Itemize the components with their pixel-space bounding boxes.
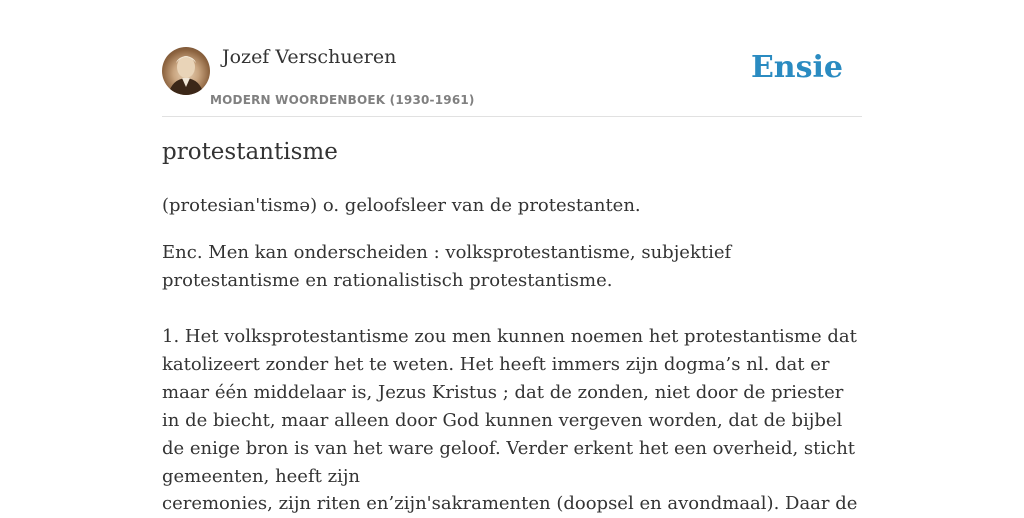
portrait-icon [162,47,210,95]
point-1-paragraph: 1. Het volksprotestantisme zou men kunnen noemen het protestantisme dat katolizeert zonder het te weten. Het heeft immers zijn dogma’s nl. dat er maar één middelaar is, Jezus Kristus ; dat de zonden, niet door de priester in de biecht, maar alleen door God kunnen vergeven worden, dat de bijbel de enige bron is van het ware geloof. Verder erkent het een overheid, sticht gemeenten, heeft zijn [162,326,857,487]
author-avatar[interactable] [162,47,210,95]
ensie-logo[interactable]: Ensie [750,50,843,85]
entry-header [162,0,862,117]
source-dictionary[interactable]: MODERN WOORDENBOEK (1930-1961) [210,93,475,107]
continuation-paragraph: ceremonies, zijn riten en’zijn'sakramenten (doopsel en avondmaal). Daar de [162,493,858,514]
encyclopedic-paragraph: Enc. Men kan onderscheiden : volksprotestantisme, subjektief protestantisme en rationalistisch protestantisme. [162,242,732,291]
page-title: protestantisme [162,139,338,165]
author-name[interactable]: Jozef Verschueren [222,46,397,68]
entry-page [162,0,862,514]
definition-line: (protesian'tismə) o. geloofsleer van de protestanten. [162,195,641,216]
